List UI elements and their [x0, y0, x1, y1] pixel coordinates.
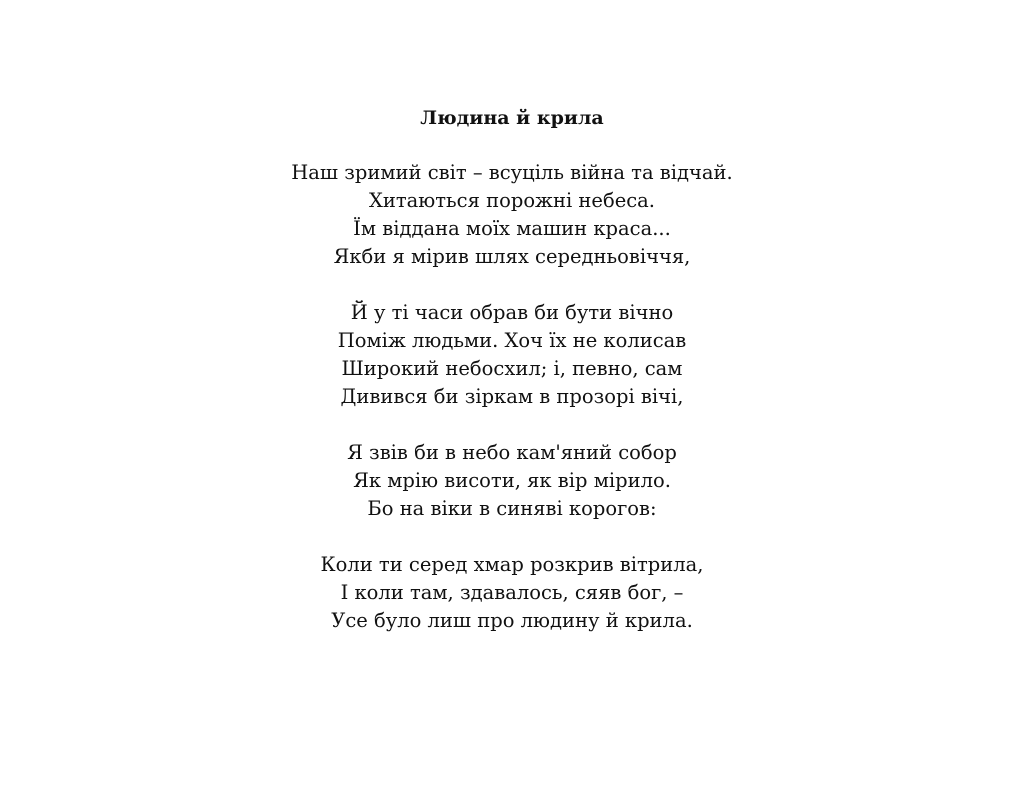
poem-line: Поміж людьми. Хоч їх не колисав — [337, 329, 687, 352]
poem-line: Їм віддана моїх машин краса... — [353, 217, 671, 240]
poem-line: Хитаються порожні небеса. — [369, 189, 655, 212]
poem-line: І коли там, здавалось, сяяв бог, – — [340, 581, 684, 604]
poem-line: Й у ті часи обрав би бути вічно — [350, 301, 674, 324]
stanza-1 — [0, 159, 1024, 271]
poem-line: Я звів би в небо кам'яний собор — [347, 441, 677, 464]
poem-line: Якби я мірив шлях середньовіччя, — [333, 245, 691, 268]
poem-line: Коли ти серед хмар розкрив вітрила, — [320, 553, 704, 576]
stanza-2 — [0, 299, 1024, 411]
stanza-4 — [0, 551, 1024, 635]
poem-line: Усе було лиш про людину й крила. — [331, 609, 693, 632]
poem-line: Наш зримий світ – всуціль війна та відчай. — [291, 161, 733, 184]
poem — [0, 104, 1024, 663]
poem-title: Людина й крила — [420, 107, 604, 129]
poem-line: Як мрію висоти, як вір мірило. — [353, 469, 671, 492]
poem-line: Бо на віки в синяві корогов: — [367, 497, 657, 520]
poem-line: Дивився би зіркам в прозорі вічі, — [340, 385, 684, 408]
stanza-3 — [0, 439, 1024, 523]
poem-line: Широкий небосхил; і, певно, сам — [341, 357, 683, 380]
